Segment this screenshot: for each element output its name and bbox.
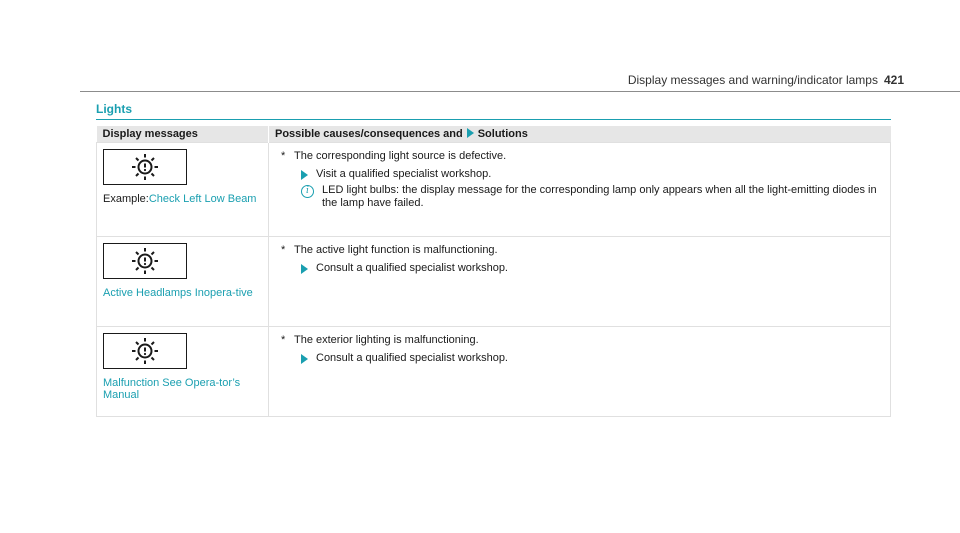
message-cell [97, 327, 269, 417]
message-cell [97, 143, 269, 237]
info-line [301, 184, 880, 210]
table-row [97, 237, 891, 327]
header-display-messages: Display messages [97, 126, 269, 143]
message-text: Check Left Low Beam [148, 193, 257, 205]
message-cell [97, 237, 269, 327]
light-malfunction-icon [103, 333, 187, 369]
arrow-right-icon [301, 170, 308, 180]
solution-line [301, 168, 880, 181]
solution-line [301, 262, 880, 275]
section-rule [96, 119, 891, 120]
bullet-star: * [281, 334, 286, 346]
header-rule [80, 91, 960, 92]
running-head-title: Display messages and warning/indicator lamps [627, 73, 878, 87]
display-messages-table [96, 126, 891, 417]
display-message: Active Headlamps Inopera-tive [103, 287, 253, 299]
table-row [97, 327, 891, 417]
table-header-row [97, 126, 891, 143]
header-causes-label: Possible causes/consequences and [275, 128, 463, 140]
bullet-star: * [281, 150, 286, 162]
info-text: LED light bulbs: the display message for the corresponding lamp only appears when all the light-emitting diodes in the lamp have failed. [322, 184, 877, 209]
cause-line [281, 244, 880, 257]
header-solutions-label: Solutions [477, 128, 528, 140]
display-message: Malfunction See Opera-tor’s Manual [103, 377, 241, 401]
display-message [103, 193, 262, 205]
section-title: Lights [96, 102, 132, 116]
cause-cell [269, 237, 891, 327]
example-label: Example: [103, 193, 149, 205]
cause-line [281, 150, 880, 163]
cause-cell [269, 143, 891, 237]
page-number: 421 [883, 73, 904, 87]
solution-line [301, 352, 880, 365]
table-row [97, 143, 891, 237]
light-malfunction-icon [103, 149, 187, 185]
solution-text: Consult a qualified specialist workshop. [316, 352, 508, 364]
bullet-star: * [281, 244, 286, 256]
arrow-right-icon [301, 264, 308, 274]
cause-text: The exterior lighting is malfunctioning. [294, 334, 479, 346]
running-head [628, 73, 904, 87]
solution-text: Visit a qualified specialist workshop. [316, 168, 492, 180]
cause-cell [269, 327, 891, 417]
cause-text: The corresponding light source is defective. [294, 150, 507, 162]
header-causes-solutions [269, 126, 891, 143]
light-malfunction-icon [103, 243, 187, 279]
arrow-right-icon [467, 128, 474, 138]
solution-text: Consult a qualified specialist workshop. [316, 262, 508, 274]
arrow-right-icon [301, 354, 308, 364]
cause-text: The active light function is malfunctioning. [294, 244, 498, 256]
info-icon: i [301, 185, 314, 198]
cause-line [281, 334, 880, 347]
